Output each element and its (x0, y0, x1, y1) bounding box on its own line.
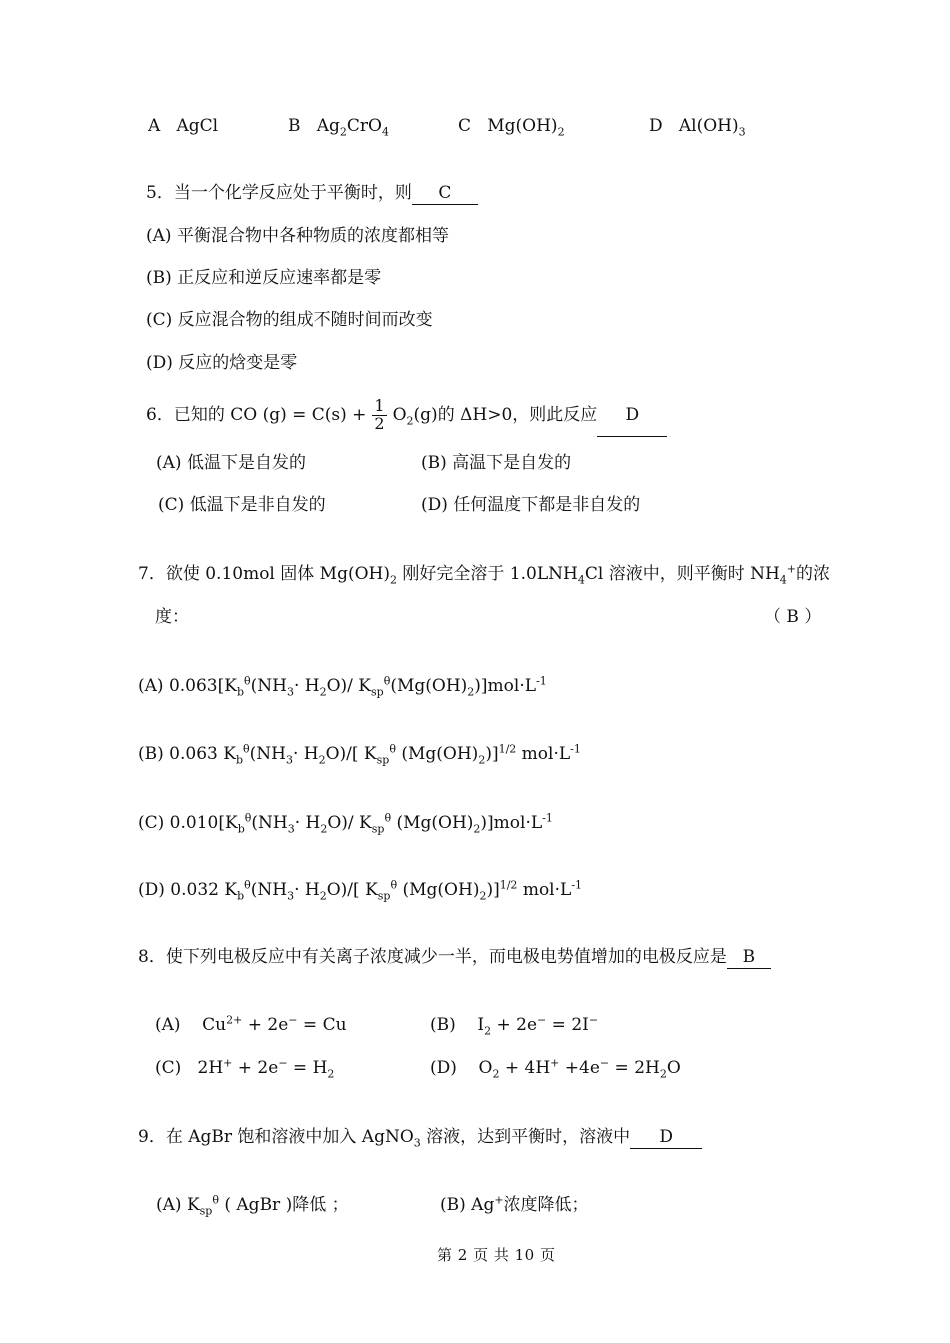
q4-option-d: D $Al(OH)_3$ (649, 116, 746, 139)
q4-option-c: C $Mg(OH)_2$ (458, 116, 565, 139)
q6-answer: D (597, 396, 667, 437)
q9-option-b: (B) Ag+浓度降低； (440, 1193, 589, 1215)
q7-answer: （ B ） (764, 607, 822, 627)
q7-option-b: (B) 0.063 $K_b^\theta(NH_3\cdot H_2O)/$[ $K_{sp}^\theta$ $(Mg(OH)_2)]^{1/2}$ $mol\cdot L^{-1}$ (138, 742, 581, 767)
q8-stem: 8．使下列电极反应中有关离子浓度减少一半，而电极电势值增加的电极反应是 B (138, 949, 771, 969)
q8-option-b: (B) $I_2 + 2e^- = 2I^-$ (430, 1013, 599, 1038)
q8-option-d: (D) $O_2 + 4H^+ +4e^- = 2H_2O$ (430, 1056, 681, 1081)
q6-fraction: $\frac{1}{2}$ (374, 396, 385, 433)
q4-option-b: B $Ag_2CrO_4$ (288, 116, 389, 139)
q5-option-c: (C) 反应混合物的组成不随时间而改变 (146, 310, 433, 330)
q9-answer: D (630, 1129, 702, 1149)
q8-option-a: (A) $Cu^{2+} + 2e^- = Cu$ (155, 1013, 347, 1035)
q7-option-a: (A) $0.063[K_b^\theta(NH_3\cdot H_2O)/$ $K_{sp}^\theta(Mg(OH)_2)]mol\cdot L^{-1}$ (138, 674, 547, 699)
q6-option-d: (D) 任何温度下都是非自发的 (421, 495, 641, 515)
q8-option-c: (C) $2H^+ + 2e^- = H_2$ (155, 1056, 335, 1081)
q5-option-d: (D) 反应的焓变是零 (146, 353, 298, 373)
q7-stem-line2: 度： (155, 607, 189, 627)
q5-answer: C (412, 185, 478, 205)
q9-stem: 9．在 AgBr 饱和溶液中加入 AgNO$_3$ 溶液，达到平衡时，溶液中 D (138, 1129, 702, 1149)
q6-option-a: (A) 低温下是自发的 (156, 453, 306, 473)
q8-answer: B (727, 949, 771, 969)
page-footer: 第 2 页 共 10 页 (437, 1246, 556, 1264)
q4-option-a: A AgCl (148, 116, 219, 136)
q7-option-c: (C) $0.010[K_b^\theta(NH_3\cdot H_2O)/$ $K_{sp}^\theta$ $(Mg(OH)_2)]mol\cdot L^{-1}$ (138, 811, 553, 836)
q7-option-d: (D) 0.032 $K_b^\theta(NH_3\cdot H_2O)/$[ $K_{sp}^\theta$ $(Mg(OH)_2)]^{1/2}$ $mol\cdot L^{-1}$ (138, 878, 583, 903)
q5-stem: 5．当一个化学反应处于平衡时，则 C (146, 185, 478, 205)
q5-option-a: (A) 平衡混合物中各种物质的浓度都相等 (146, 226, 449, 246)
q6-stem: 6．已知的 CO (g) = C(s) + $\frac{1}{2}$ $O_2(g)$的 ΔH>0，则此反应 D (146, 396, 667, 437)
q7-stem: 7．欲使 0.10mol 固体 $Mg(OH)_2$ 刚好完全溶于 $1.0LNH_4Cl$ 溶液中，则平衡时 $NH_4^+$的浓 (138, 562, 831, 587)
q9-option-a: (A) $K_{sp}^\theta$ ( AgBr )降低 ； (156, 1193, 349, 1218)
q6-option-b: (B) 高温下是自发的 (421, 453, 572, 473)
q5-option-b: (B) 正反应和逆反应速率都是零 (146, 268, 382, 288)
q6-option-c: (C) 低温下是非自发的 (158, 495, 326, 515)
